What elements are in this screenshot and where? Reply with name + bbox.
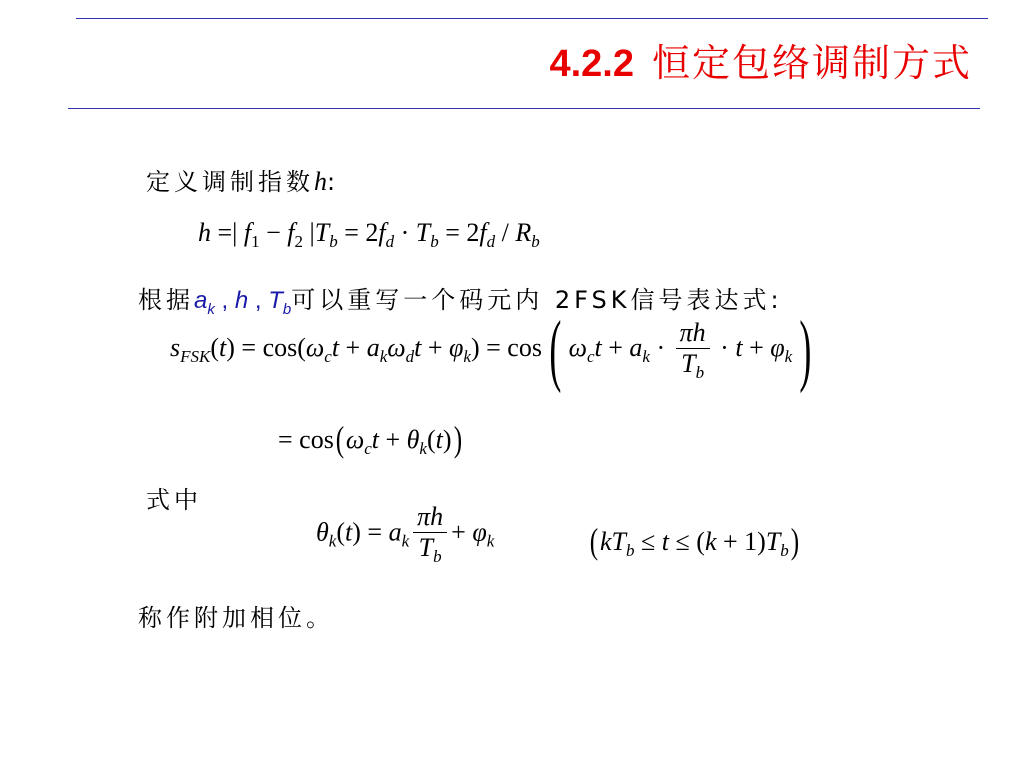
where-label: 式中 [146,486,202,514]
section-title: 恒定包络调制方式 [651,41,972,85]
title-rule-top [76,18,988,19]
rewrite-prefix: 根据 [138,286,194,314]
symbol-h: h [234,287,249,314]
final-line: 称作附加相位。 [138,604,334,632]
definition-label: 定义调制指数 [146,168,314,196]
phase-definition-formula: $\theta_k(t) = a_k$ $\frac{\pi h}{T_b}$ + $\varphi_k$ [316,502,495,566]
fsk-signal-formula: $s_{FSK}(t) = \cos(\omega_ct + a_k\omega_dt + \varphi_k) = \cos$( $\omega_ct + a_k$ · $\frac{\pi h}{T_b}$ · $t + \varphi_k$) [170,306,812,394]
definition-line [146,162,339,197]
page-title [549,32,972,87]
title-rule-bottom [68,108,980,109]
rewrite-suffix: 可以重写一个码元内 2FSK信号表达式: [291,286,783,314]
section-number: 4.2.2 [549,43,634,85]
separator-1: , [214,287,235,314]
interval-formula: $(kT_b \le t \le (k + 1)T_b)$ [589,521,799,561]
symbol-a: a [194,287,208,314]
symbol-t: T [268,287,283,314]
phase-form-formula: = $\cos(\omega_ct + \theta_k(t))$ [278,419,462,459]
symbol-a-sub: k [207,300,215,318]
separator-2: , [248,287,269,314]
modulation-index-formula: h =| $f_1 - f_2$ $|T_b = 2f_d \cdot T_b = 2f_d / R_b$ [198,218,540,251]
symbol-t-sub: b [282,300,292,318]
definition-colon: : [327,168,340,196]
definition-variable: h [314,167,327,196]
